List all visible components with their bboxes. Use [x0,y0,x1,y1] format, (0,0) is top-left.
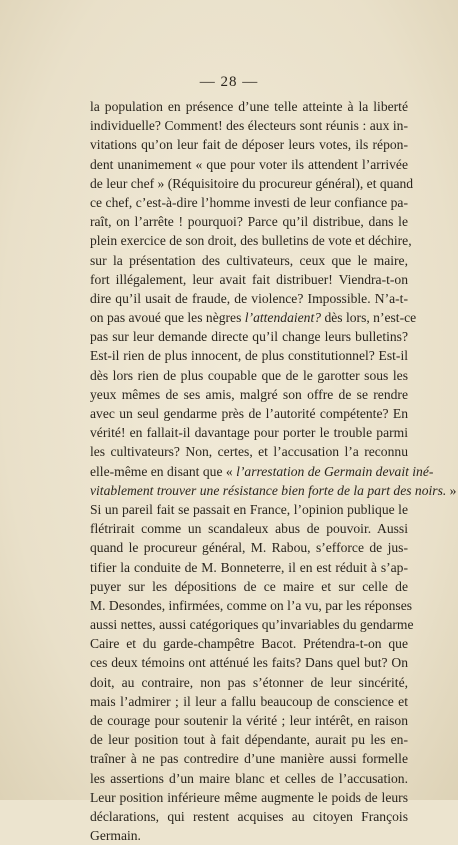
text-line: raît, on l’arrête ! pourquoi? Parce qu’il distribue, dans le [90,214,408,230]
text-line: les assertions d’un maire blanc et celles de l’accusation. [90,770,408,786]
italic-phrase: l’arrestation de Germain devait iné- [236,463,434,479]
text-line: la population en présence d’une telle atteinte à la liberté [90,99,408,114]
text-line: de courage pour soutenir la vérité ; leur intérêt, en raison [90,713,408,728]
text-line: Est-il rien de plus innocent, de plus constitutionnel? Est-il [90,348,408,364]
text-line [90,308,417,327]
body-text [90,97,457,845]
text-line: vérité! en fallait-il davantage pour porter le trouble parmi [90,425,408,441]
text-line: Caire et du garde-champêtre Bacot. Prétendra-t-on que [90,636,408,652]
text-line: pas sur leur demande directe qu’il change leurs bulletins? [90,329,408,345]
text-line: sur la présentation des cultivateurs, ceux que le maire, [90,252,408,268]
text-line: fort illégalement, leur avait fait distribuer! Viendra-t-on [90,271,408,287]
text-line: Si un pareil fait se passait en France, l’opinion publique le [90,501,408,517]
text-line: dent unanimement « que pour voter ils attendent l’arrivée [90,156,408,172]
text-line: individuelle? Comment! des électeurs sont réunis : aux in- [90,118,408,134]
text-line: traîner à ne pas contredire d’une manière aussi formelle [90,751,408,767]
page-number: — 28 — [199,74,259,90]
text-line: flétrirait comme un scandaleux abus de pouvoir. Aussi [90,521,408,537]
text-line: déclarations, qui restent acquises au citoyen François [90,808,408,824]
text-line: ce chef, c’est-à-dire l’homme investi de leur confiance pa- [90,194,408,210]
text-line: vitations qu’on leur fait de déposer leurs votes, ils répon- [90,137,408,153]
text-line: puyer sur les dépositions de ce maire et sur celle de [90,578,408,594]
text-line: quand le procureur général, M. Rabou, s’efforce de jus- [90,540,408,556]
text-line: les cultivateurs? Non, certes, et l’accusation l’a reconnu [90,444,408,460]
text-segment: on pas avoué que les nègres [90,310,245,326]
text-line: tifier la conduite de M. Bonneterre, il en est réduit à s’ap- [90,559,408,575]
text-line: dire qu’il usait de fraude, de violence? Impossible. N’a-t- [90,290,408,306]
text-line: de leur chef » (Réquisitoire du procureur général), et quand [90,175,414,191]
text-line: avec un seul gendarme près de l’autorité compétente? En [90,406,408,421]
text-line: plein exercice de son droit, des bulletins de vote et déchire, [90,233,412,249]
text-line: doit, au contraire, non pas s’étonner de leur sincérité, [90,674,408,690]
text-line [90,481,457,500]
text-line: de leur position tout à fait dépendante, aurait pu les en- [90,732,408,748]
text-line: aussi nettes, aussi catégoriques qu’invariables du gendarme [90,617,414,633]
text-line: Leur position inférieure même augmente le poids de leurs [90,789,408,805]
italic-phrase: vitablement trouver une résistance bien forte de la part des noirs. [90,482,447,498]
text-segment: dès lors, n’est-ce [321,310,417,326]
text-segment: elle-même en disant que « [90,463,237,479]
text-line: dès lors rien de plus coupable que de le garotter sous les [90,367,408,383]
text-line: M. Desondes, infirmées, comme on l’a vu, par les réponses [90,597,413,613]
italic-phrase: l’attendaient? [244,310,322,326]
text-line [90,462,434,481]
text-line: mais l’admirer ; il leur a fallu beaucoup de conscience et [90,693,408,709]
text-line: ces deux témoins ont atténué les faits? Dans quel but? On [90,655,408,671]
text-line: yeux mêmes de ses amis, malgré son offre de se rendre [90,386,408,402]
text-line: Germain. [90,828,141,844]
text-segment: » [446,482,457,498]
